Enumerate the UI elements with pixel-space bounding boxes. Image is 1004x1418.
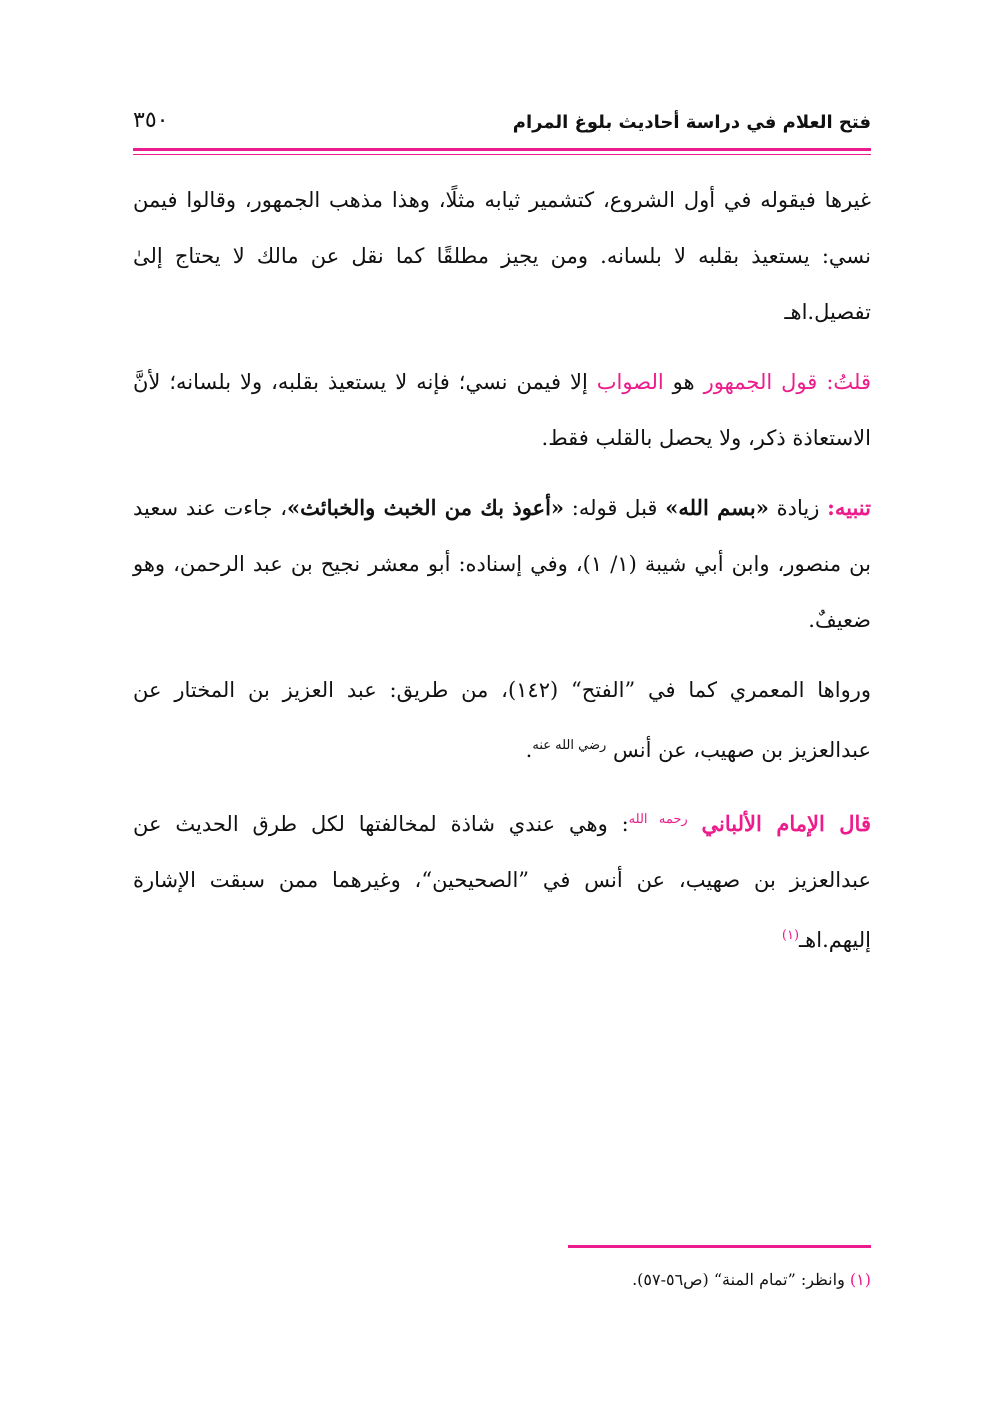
- huwa-word: هو: [672, 370, 695, 394]
- jumhur-phrase: قول الجمهور: [703, 370, 818, 394]
- book-title: فتح العلام في دراسة أحاديث بلوغ المرام: [512, 112, 871, 133]
- footnote-text: وانظر: ”تمام المنة“ (ص٥٦-٥٧).: [632, 1270, 845, 1289]
- ziyada-word: زيادة: [776, 496, 820, 520]
- honorific-radiallahu: رضي الله عنه: [532, 738, 607, 753]
- paragraph-1: غيرها فيقوله في أول الشروع، كتشمير ثيابه مثلًا، وهذا مذهب الجمهور، وقالوا فيمن نسي: يستعيذ بقلبه لا بلسانه. ومن يجيز مطلقًا كما نقل عن مالك لا يحتاج إلىٰ تفصيل.اهـ: [133, 188, 871, 324]
- qabl-phrase: قبل قوله:: [571, 496, 658, 520]
- paragraph-4-end: .: [525, 738, 533, 762]
- albani-label: قال الإمام الألباني: [701, 811, 871, 836]
- paragraph-3-rest: ، جاءت عند سعيد بن منصور، وابن أبي شيبة (١/ ١)، وفي إسناده: أبو معشر نجيح بن عبد الرحمن، وهو ضعيفٌ.: [133, 496, 871, 632]
- paragraph-3: [133, 480, 871, 648]
- header-rule-thin: [133, 154, 871, 155]
- paragraph-5: [133, 792, 871, 968]
- paragraph-4-text: ورواها المعمري كما في ”الفتح“ (١٤٢)، من طريق: عبد العزيز بن المختار عن عبدالعزيز بن صهيب، عن أنس: [133, 678, 871, 762]
- footnote-separator: [568, 1245, 871, 1248]
- paragraph-2-rest: إلا فيمن نسي؛ فإنه لا يستعيذ بقلبه، ولا بلسانه؛ لأنَّ الاستعاذة ذكر، ولا يحصل بالقلب فقط.: [133, 370, 871, 450]
- bismillah-quote: «بسم الله»: [665, 495, 769, 520]
- qultu-label: قلتُ:: [826, 370, 871, 394]
- footnote-ref-1[interactable]: (١): [781, 928, 800, 943]
- tanbih-label: تنبيه:: [827, 495, 871, 520]
- paragraph-5-text: : وهي عندي شاذة لمخالفتها لكل طرق الحديث عن عبدالعزيز بن صهيب، عن أنس في ”الصحيحين“، وغيرهما ممن سبقت الإشارة إليهم.اهـ: [133, 812, 871, 952]
- header-rule-thick: [133, 148, 871, 151]
- audhu-quote: «أعوذ بك من الخبث والخبائث»: [287, 495, 565, 520]
- paragraph-4: [133, 662, 871, 778]
- honorific-rahimahullah: رحمه الله: [628, 812, 688, 827]
- paragraph-2: [133, 354, 871, 466]
- main-text: [133, 172, 871, 968]
- footnote-1: [133, 1268, 871, 1292]
- footnote-marker: (١): [849, 1270, 871, 1289]
- running-header: [133, 108, 871, 148]
- page-number: ٣٥٠: [133, 108, 169, 133]
- sawab-word: الصواب: [596, 370, 664, 394]
